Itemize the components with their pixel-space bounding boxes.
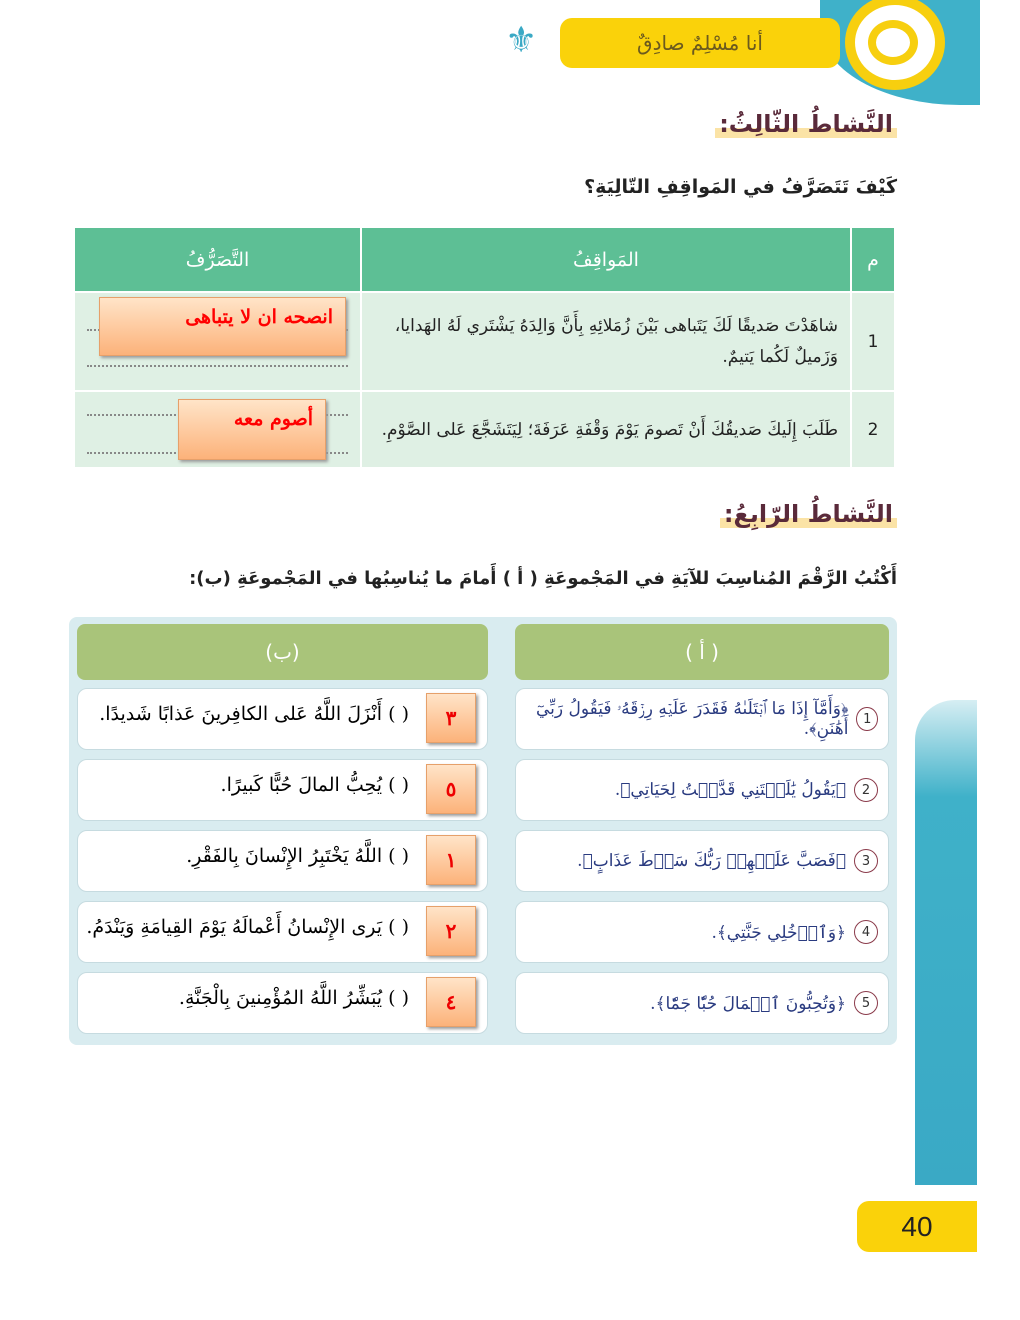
group-a-item — [515, 901, 889, 963]
statement-text: ( ) يَرى الإِنْسانُ أَعْمالَهُ يَوْمَ القِيامَةِ وَيَنْدَمُ. — [86, 916, 409, 938]
statement-text: ( ) يُحِبُّ المالَ حُبًّا كَبيرًا. — [220, 774, 409, 796]
row-num: 2 — [851, 391, 895, 468]
group-b-item — [77, 830, 488, 892]
group-a-item — [515, 759, 889, 821]
statement-text: ( ) أَنْزَلَ اللَّهُ عَلى الكافِرينَ عَذابًا شَديدًا. — [99, 703, 409, 725]
table-row — [74, 292, 895, 391]
verse-text: ﴿وَتُحِبُّونَ ٱلۡمَالَ حُبّٗا جَمّٗا﴾. — [650, 993, 846, 1014]
verse-number: 5 — [854, 991, 878, 1015]
row-num: 1 — [851, 292, 895, 391]
group-b-item — [77, 901, 488, 963]
activity3-question: كَيْفَ تَتَصَرَّفُ في المَواقِفِ التّالِيَةِ؟ — [584, 176, 897, 198]
activity4-instruction: أَكْتُبُ الرَّقْمَ المُناسِبَ للآيَةِ في المَجْموعَةِ ( أ ) أَمامَ ما يُناسِبُها في المَجْموعَةِ (ب): — [189, 568, 897, 589]
statement-text: ( ) اللَّهُ يَخْتَبِرُ الإِنْسانَ بِالفَقْرِ. — [186, 845, 409, 867]
page-number: 40 — [857, 1201, 977, 1252]
activity3-title: النَّشاطُ الثّالِثُ: — [715, 110, 897, 138]
action-cell — [74, 391, 361, 468]
situation-text: طَلَبَ إِلَيكَ صَديقُكَ أَنْ تَصومَ يَوْمَ وَقْفَةِ عَرَفَةَ؛ لِيَتَشَجَّعَ عَلى الصَّوْمِ. — [361, 391, 851, 468]
answer-box[interactable]: انصحه ان لا يتباهى — [99, 297, 346, 356]
col-num: م — [851, 227, 895, 292]
verse-number: 4 — [854, 920, 878, 944]
answer-number-box[interactable]: ١ — [426, 835, 476, 885]
group-b-item — [77, 688, 488, 750]
group-a-item — [515, 688, 889, 750]
group-a-item — [515, 830, 889, 892]
verse-number: 2 — [854, 778, 878, 802]
col-situations: المَواقِفُ — [361, 227, 851, 292]
verse-text: ﴿وَٱدۡخُلِي جَنَّتِي﴾. — [711, 922, 846, 943]
matching-panel — [69, 617, 897, 1045]
verse-text: ﴿فَصَبَّ عَلَيۡهِمۡ رَبُّكَ سَوۡطَ عَذَابٍ﴾. — [577, 851, 846, 871]
group-b-item — [77, 759, 488, 821]
table-row — [74, 391, 895, 468]
answer-number-box[interactable]: ٥ — [426, 764, 476, 814]
group-b-header: (ب) — [77, 624, 488, 680]
verse-text: ﴿وَأَمَّآ إِذَا مَا ٱبۡتَلَىٰهُ فَقَدَرَ عَلَيۡهِ رِزۡقَهُۥ فَيَقُولُ رَبِّيٓ أَهَٰنَنِ﴾. — [535, 699, 849, 739]
verse-number: 1 — [856, 707, 878, 731]
answer-box[interactable]: أصوم معه — [178, 399, 326, 460]
statement-text: ( ) يُبَشِّرُ اللَّهُ المُؤْمِنينَ بِالْجَنَّةِ. — [178, 987, 409, 1009]
group-a-header: ( أ ) — [515, 624, 889, 680]
side-decoration — [915, 700, 977, 1185]
lesson-title: أنا مُسْلِمٌ صادِقٌ — [560, 18, 840, 68]
answer-number-box[interactable]: ٢ — [426, 906, 476, 956]
situations-table — [73, 226, 896, 469]
answer-number-box[interactable]: ٣ — [426, 693, 476, 743]
ornament-icon: ⚜ — [505, 20, 538, 61]
answer-number-box[interactable]: ٤ — [426, 977, 476, 1027]
col-action: التَّصَرُّفُ — [74, 227, 361, 292]
verse-text: ﴿يَقُولُ يَٰلَيۡتَنِي قَدَّمۡتُ لِحَيَاتِي﴾. — [614, 780, 846, 800]
verse-number: 3 — [854, 849, 878, 873]
group-a-item — [515, 972, 889, 1034]
activity4-title: النَّشاطُ الرّابِعُ: — [720, 500, 897, 528]
situation-text: شاهَدْتَ صَديقًا لَكَ يَتَباهى بَيْنَ زُمَلائِهِ بِأَنَّ وَالِدَهُ يَشْتَري لَهُ الهَدايا، وَزَميلٌ لَكُما يَتيمٌ. — [361, 292, 851, 391]
action-cell — [74, 292, 361, 391]
group-b-item — [77, 972, 488, 1034]
swirl-decoration-inner — [868, 20, 918, 65]
